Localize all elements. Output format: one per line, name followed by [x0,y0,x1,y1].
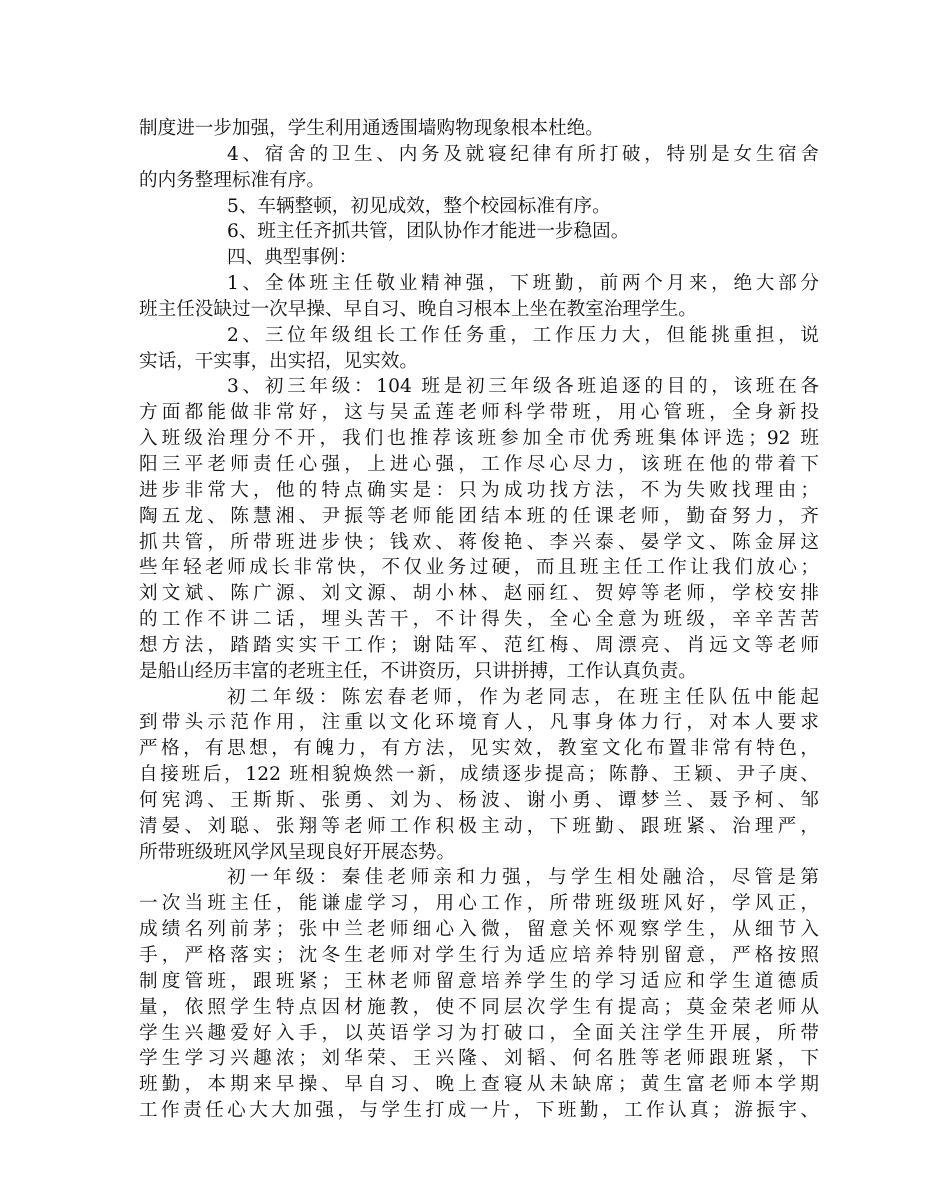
text-line: 抓共管，所带班进步快；钱欢、蒋俊艳、李兴泰、晏学文、陈金屏这 [139,531,819,553]
text-line: 一次当班主任，能谦虚学习，用心工作，所带班级班风好，学风正， [139,893,819,915]
paragraph-first-line: 初二年级：陈宏春老师，作为老同志，在班主任队伍中能起 [227,686,819,708]
text-line: 制度管班，跟班紧；王林老师留意培养学生的学习适应和学生道德质 [139,970,819,992]
text-line: 严格，有思想，有魄力，有方法，见实效，教室文化布置非常有特色， [139,738,819,760]
text-line: 些年轻老师成长非常快，不仅业务过硬，而且班主任工作让我们放心； [139,557,819,579]
text-line: 入班级治理分不开，我们也推荐该班参加全市优秀班集体评选；92 班 [139,428,819,450]
text-line: 方面都能做非常好，这与吴孟莲老师科学带班，用心管班，全身新投 [139,402,819,424]
paragraph-first-line: 4、宿舍的卫生、内务及就寝纪律有所打破，特别是女生宿舍 [227,143,819,165]
text-line: 进步非常大，他的特点确实是：只为成功找方法，不为失败找理由； [139,479,819,501]
text-line: 工作责任心大大加强，与学生打成一片，下班勤，工作认真；游振宇、 [139,1100,819,1122]
text-line: 的工作不讲二话，埋头苦干，不计得失，全心全意为班级，辛辛苦苦 [139,609,819,631]
paragraph-first-line: 3、初三年级：104 班是初三年级各班追逐的目的，该班在各 [227,376,819,398]
paragraph-first-line: 6、班主任齐抓共管，团队协作才能进一步稳固。 [227,221,630,243]
text-line: 刘文斌、陈广源、刘文源、胡小林、赵丽红、贺婷等老师，学校安排 [139,583,819,605]
document-page [139,116,819,1124]
text-line: 自接班后，122 班相貌焕然一新，成绩逐步提高；陈静、王颖、尹子庚、 [139,764,819,786]
text-line: 学生兴趣爱好入手，以英语学习为打破口，全面关注学生开展，所带 [139,1022,819,1044]
text-line: 班主任没缺过一次早操、早自习、晚自习根本上坐在教室治理学生。 [139,298,697,320]
text-line: 陶五龙、陈慧湘、尹振等老师能团结本班的任课老师，勤奋努力，齐 [139,505,819,527]
text-line: 实话，干实事，出实招，见实效。 [139,350,418,372]
text-line: 班勤，本期来早操、早自习、晚上查寝从未缺席；黄生富老师本学期 [139,1074,819,1096]
text-line: 何宪鸿、王斯斯、张勇、刘为、杨波、谢小勇、谭梦兰、聂予柯、邹 [139,789,819,811]
paragraph-first-line: 2、三位年级组长工作任务重，工作压力大，但能挑重担，说 [227,324,819,346]
paragraph-first-line: 四、典型事例： [227,247,358,269]
text-line: 想方法，踏踏实实干工作；谢陆军、范红梅、周漂亮、肖远文等老师 [139,634,819,656]
text-line: 成绩名列前茅；张中兰老师细心入微，留意关怀观察学生，从细节入 [139,919,819,941]
text-line: 量，依照学生特点因材施教，使不同层次学生有提高；莫金荣老师从 [139,996,819,1018]
paragraph-first-line: 5、车辆整顿，初见成效，整个校园标准有序。 [227,195,611,217]
text-line: 阳三平老师责任心强，上进心强，工作尽心尽力，该班在他的带着下 [139,453,819,475]
text-line: 清晏、刘聪、张翔等老师工作积极主动，下班勤、跟班紧、治理严， [139,815,819,837]
text-line: 学生学习兴趣浓；刘华荣、王兴隆、刘韬、何名胜等老师跟班紧，下 [139,1048,819,1070]
text-line: 制度进一步加强，学生利用通透围墙购物现象根本杜绝。 [139,118,604,139]
text-line: 手，严格落实；沈冬生老师对学生行为适应培养特别留意，严格按照 [139,945,819,966]
paragraph-first-line: 初一年级：秦佳老师亲和力强，与学生相处融洽，尽管是第 [227,867,819,889]
text-line: 所带班级班风学风呈现良好开展态势。 [139,841,456,863]
paragraph-first-line: 1、全体班主任敬业精神强，下班勤，前两个月来，绝大部分 [227,273,819,295]
text-line: 是船山经历丰富的老班主任，不讲资历，只讲拼搏，工作认真负责。 [139,660,697,682]
text-line: 到带头示范作用，注重以文化环境育人，凡事身体力行，对本人要求 [139,712,819,734]
text-line: 的内务整理标准有序。 [139,169,325,191]
